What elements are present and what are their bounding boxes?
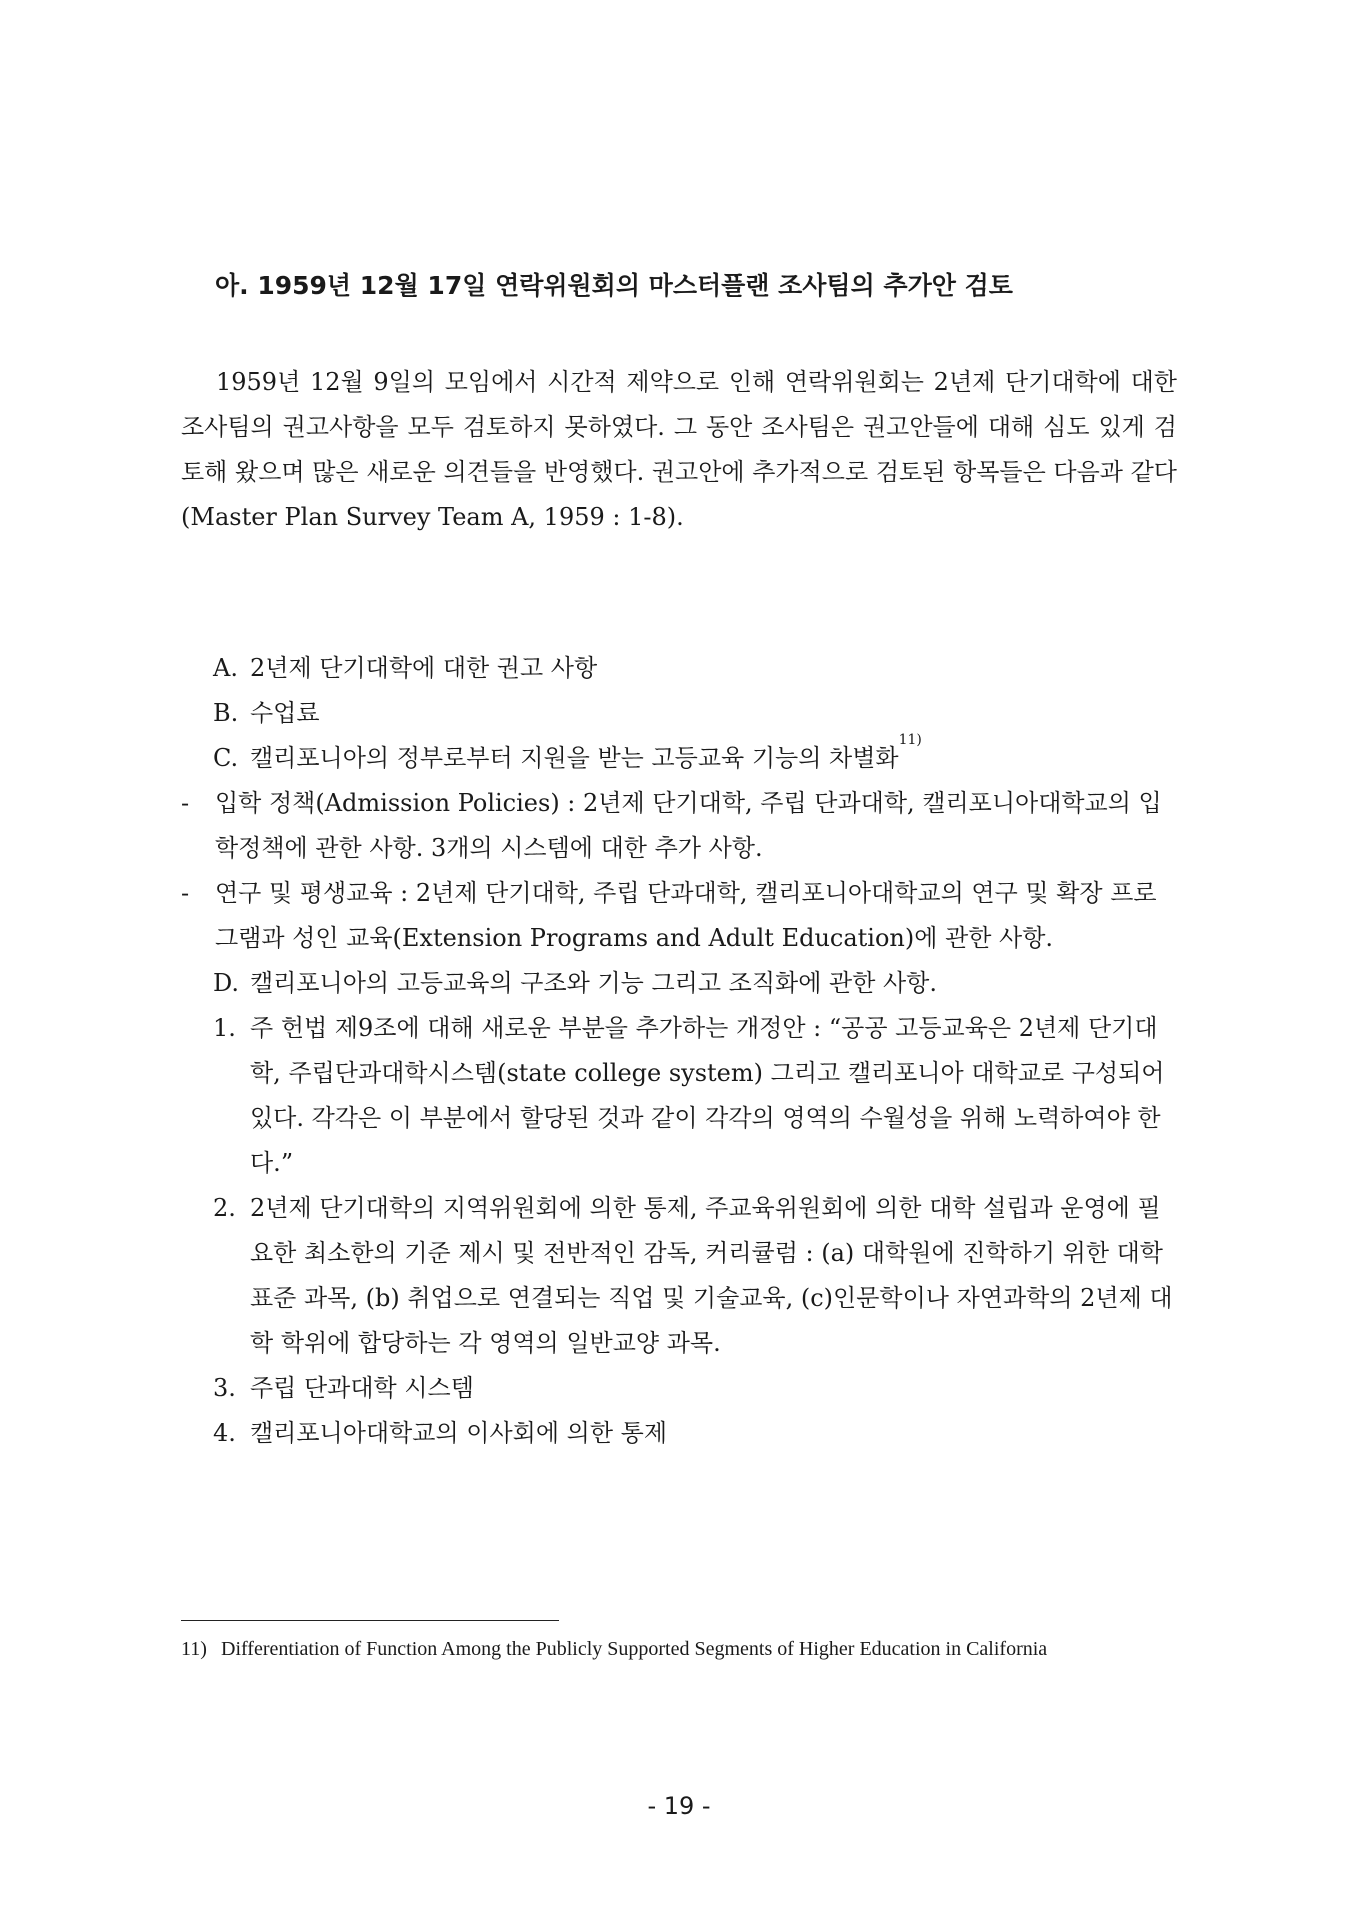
- footnote: [181, 1634, 1177, 1664]
- intro-paragraph: 1959년 12월 9일의 모임에서 시간적 제약으로 인해 연락위원회는 2년제 단기대학에 대한 조사팀의 권고사항을 모두 검토하지 못하였다. 그 동안 조사팀은 권고안들에 대해 심도 있게 검토해 왔으며 많은 새로운 의견들을 반영했다. 권고안에 추가적으로 검토된 항목들은 다음과 같다(Master Plan Survey Team A, 1959 : 1-8).: [181, 368, 1177, 531]
- list-item-text: 주 헌법 제9조에 대해 새로운 부분을 추가하는 개정안 : “공공 고등교육은 2년제 단기대학, 주립단과대학시스템(state college system) 그리고 캘리포니아 대학교로 구성되어 있다. 각각은 이 부분에서 할당된 것과 같이 각각의 영역의 수월성을 위해 노력하여야 한다.”: [250, 1014, 1165, 1177]
- footnote-text: Differentiation of Function Among the Publicly Supported Segments of Higher Education in California: [221, 1638, 1048, 1660]
- list-marker: 2.: [213, 1194, 236, 1222]
- list-item-text: 주립 단과대학 시스템: [250, 1374, 474, 1402]
- list-item-text: 캘리포니아의 고등교육의 구조와 기능 그리고 조직화에 관한 사항.: [250, 969, 937, 997]
- list-item-2: [213, 1186, 1177, 1366]
- list-marker: 4.: [213, 1419, 236, 1447]
- list-item-text: 2년제 단기대학의 지역위원회에 의한 통제, 주교육위원회에 의한 대학 설립과 운영에 필요한 최소한의 기준 제시 및 전반적인 감독, 커리큘럼 : (a) 대학원에 진학하기 위한 대학 표준 과목, (b) 취업으로 연결되는 직업 및 기술교육, (c)인문학이나 자연과학의 2년제 대학 학위에 합당하는 각 영역의 일반교양 과목.: [250, 1194, 1173, 1357]
- list-marker: -: [181, 879, 190, 907]
- list-marker: B.: [213, 699, 239, 727]
- section-heading: 아. 1959년 12월 17일 연락위원회의 마스터플랜 조사팀의 추가안 검토: [215, 271, 1013, 300]
- footnote-number: 11): [181, 1638, 207, 1660]
- list-item-b: [213, 691, 1177, 736]
- list-marker: C.: [213, 744, 239, 772]
- list-item-text: 수업료: [250, 699, 320, 727]
- list-item-text: 2년제 단기대학에 대한 권고 사항: [250, 654, 598, 682]
- list-marker: -: [181, 789, 190, 817]
- footnote-reference[interactable]: 11): [898, 732, 922, 748]
- list-item-text: 입학 정책(Admission Policies) : 2년제 단기대학, 주립 단과대학, 캘리포니아대학교의 입학정책에 관한 사항. 3개의 시스템에 대한 추가 사항.: [215, 789, 1162, 862]
- list-item-d: [213, 961, 1177, 1006]
- list-item-c: [213, 732, 1177, 781]
- list-item-research: [181, 871, 1177, 961]
- list-marker: 3.: [213, 1374, 236, 1402]
- recommendation-list: [181, 646, 1177, 1456]
- list-item-4: [213, 1411, 1177, 1456]
- list-item-text: 연구 및 평생교육 : 2년제 단기대학, 주립 단과대학, 캘리포니아대학교의 연구 및 확장 프로그램과 성인 교육(Extension Programs and Adult Education)에 관한 사항.: [215, 879, 1157, 952]
- list-item-3: [213, 1366, 1177, 1411]
- list-item-text: 캘리포니아대학교의 이사회에 의한 통제: [250, 1419, 668, 1447]
- list-item-text: 캘리포니아의 정부로부터 지원을 받는 고등교육 기능의 차별화: [250, 744, 899, 772]
- list-marker: 1.: [213, 1014, 236, 1042]
- list-item-admission: [181, 781, 1177, 871]
- list-item-1: [213, 1006, 1177, 1186]
- list-marker: A.: [213, 654, 238, 682]
- list-item-a: [213, 646, 1177, 691]
- footnote-divider: [181, 1620, 559, 1621]
- list-marker: D.: [213, 969, 240, 997]
- page-number: - 19 -: [647, 1792, 711, 1820]
